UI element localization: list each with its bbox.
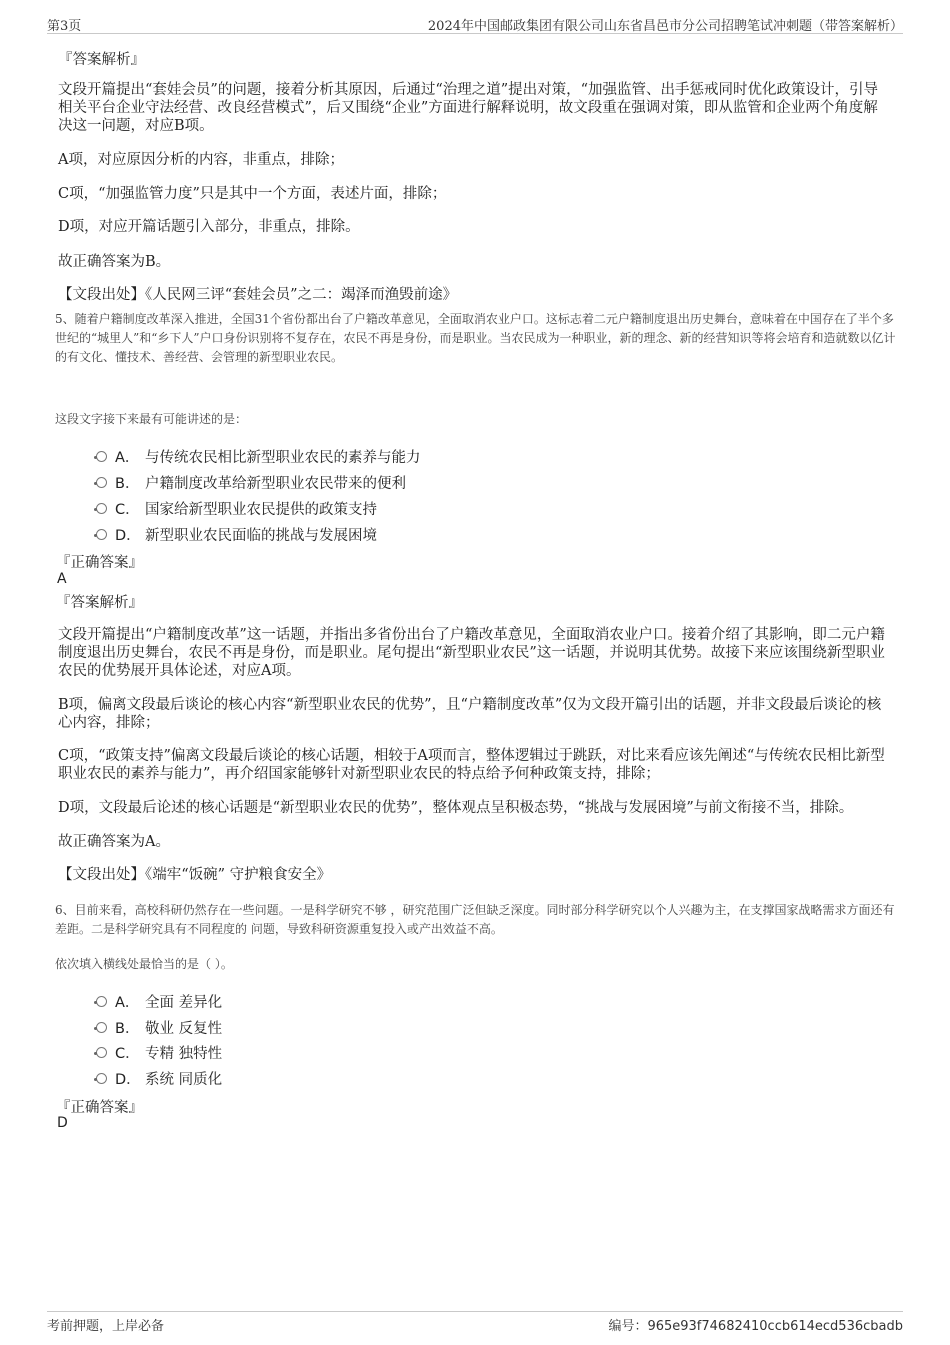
- q5-analysis-main: 文段开篇提出“户籍制度改革”这一话题，并指出多省份出台了户籍改革意见，全面取消农业户口。接着介绍了其影响，即二元户籍制度退出历史舞台，农民不再是身份，而是职业。尾句提出“新型职业农民”这一话题，并说明其优势。故接下来应该围绕新型职业农民的优势展开具体论述，对应A项。: [58, 627, 885, 679]
- prev-option-a-note: A项，对应原因分析的内容，非重点，排除；: [58, 152, 344, 168]
- prev-correct-answer: 故正确答案为B。: [58, 254, 171, 270]
- q5-analysis-heading: 『答案解析』: [56, 595, 143, 611]
- footer-code-label: 编号：: [608, 1319, 648, 1334]
- q6-stem: 6、目前来看，高校科研仍然存在一些问题。一是科学研究不够 ，研究范围广泛但缺乏深度。同时部分科学研究以个人兴趣为主，在支撑国家战略需求方面还有差距。二是科学研究具有不同程度的 问题，导致科研资源重复投入或产出效益不高。: [55, 903, 895, 936]
- q5-stem: 5、随着户籍制度改革深入推进，全国31个省份都出台了户籍改革意见，全面取消农业户口。这标志着二元户籍制度退出历史舞台，意味着在中国存在了半个多世纪的“城里人”和“乡下人”户口身份识别将不复存在，农民不再是身份，而是职业。当农民成为一种职业，新的理念、新的经营知识等将会培育和造就数以亿计的有文化、懂技术、善经营、会管理的新型职业农民。: [55, 312, 896, 364]
- prev-analysis-heading: 『答案解析』: [58, 52, 145, 68]
- footer-slogan: 考前押题，上岸必备: [47, 1319, 165, 1334]
- document-title: 2024年中国邮政集团有限公司山东省昌邑市分公司招聘笔试冲刺题（带答案解析）: [427, 19, 903, 34]
- prev-option-c-note: C项，“加强监管力度”只是其中一个方面，表述片面，排除；: [58, 186, 447, 202]
- prev-analysis-paragraph: 文段开篇提出“套娃会员”的问题，接着分析其原因，后通过“治理之道”提出对策，“加强监管、出手惩戒同时优化政策设计，引导相关平台企业守法经营、改良经营模式”，后又围绕“企业”方面进行解释说明，故文段重在强调对策，即从监管和企业两个角度解决这一问题，对应B项。: [58, 82, 879, 134]
- q6-prompt: 依次填入横线处最恰当的是（ ）。: [55, 957, 233, 971]
- radio-icon[interactable]: [96, 451, 107, 462]
- q5-source: 【文段出处】《端牢“饭碗” 守护粮食安全》: [58, 867, 332, 883]
- radio-icon[interactable]: [96, 1022, 107, 1033]
- prev-source: 【文段出处】《人民网三评“套娃会员”之二：竭泽而渔毁前途》: [58, 287, 458, 303]
- radio-icon[interactable]: [96, 1073, 107, 1084]
- footer-code-value: 965e93f74682410ccb614ecd536cbadb: [647, 1319, 903, 1334]
- q5-answer: A: [57, 571, 67, 587]
- q6-answer: D: [57, 1115, 68, 1131]
- prev-option-d-note: D项，对应开篇话题引入部分，非重点，排除。: [58, 219, 360, 235]
- page-header: [47, 14, 903, 34]
- q5-analysis-c: C项，“政策支持”偏离文段最后谈论的核心话题，相较于A项而言，整体逻辑过于跳跃，对比来看应该先阐述“与传统农民相比新型职业农民的素养与能力”，再介绍国家能够针对新型职业农民的特点给予何种政策支持，排除；: [58, 748, 885, 782]
- page-footer: [47, 1311, 903, 1334]
- radio-icon[interactable]: [96, 529, 107, 540]
- footer-code: [608, 1315, 903, 1334]
- radio-icon[interactable]: [96, 503, 107, 514]
- radio-icon[interactable]: [96, 477, 107, 488]
- q5-correct-answer: 故正确答案为A。: [58, 834, 170, 850]
- q5-prompt: 这段文字接下来最有可能讲述的是：: [55, 412, 248, 426]
- q6-answer-heading: 『正确答案』: [56, 1100, 143, 1116]
- q5-answer-heading: 『正确答案』: [56, 555, 143, 571]
- radio-icon[interactable]: [96, 1047, 107, 1058]
- q5-analysis-b: B项，偏离文段最后谈论的核心内容“新型职业农民的优势”，且“户籍制度改革”仅为文段开篇引出的话题，并非文段最后谈论的核心内容，排除；: [58, 697, 882, 731]
- q5-analysis-d: D项，文段最后论述的核心话题是“新型职业农民的优势”，整体观点呈积极态势，“挑战与发展困境”与前文衔接不当，排除。: [58, 800, 854, 816]
- page-number: 第3页: [47, 19, 82, 34]
- radio-icon[interactable]: [96, 996, 107, 1007]
